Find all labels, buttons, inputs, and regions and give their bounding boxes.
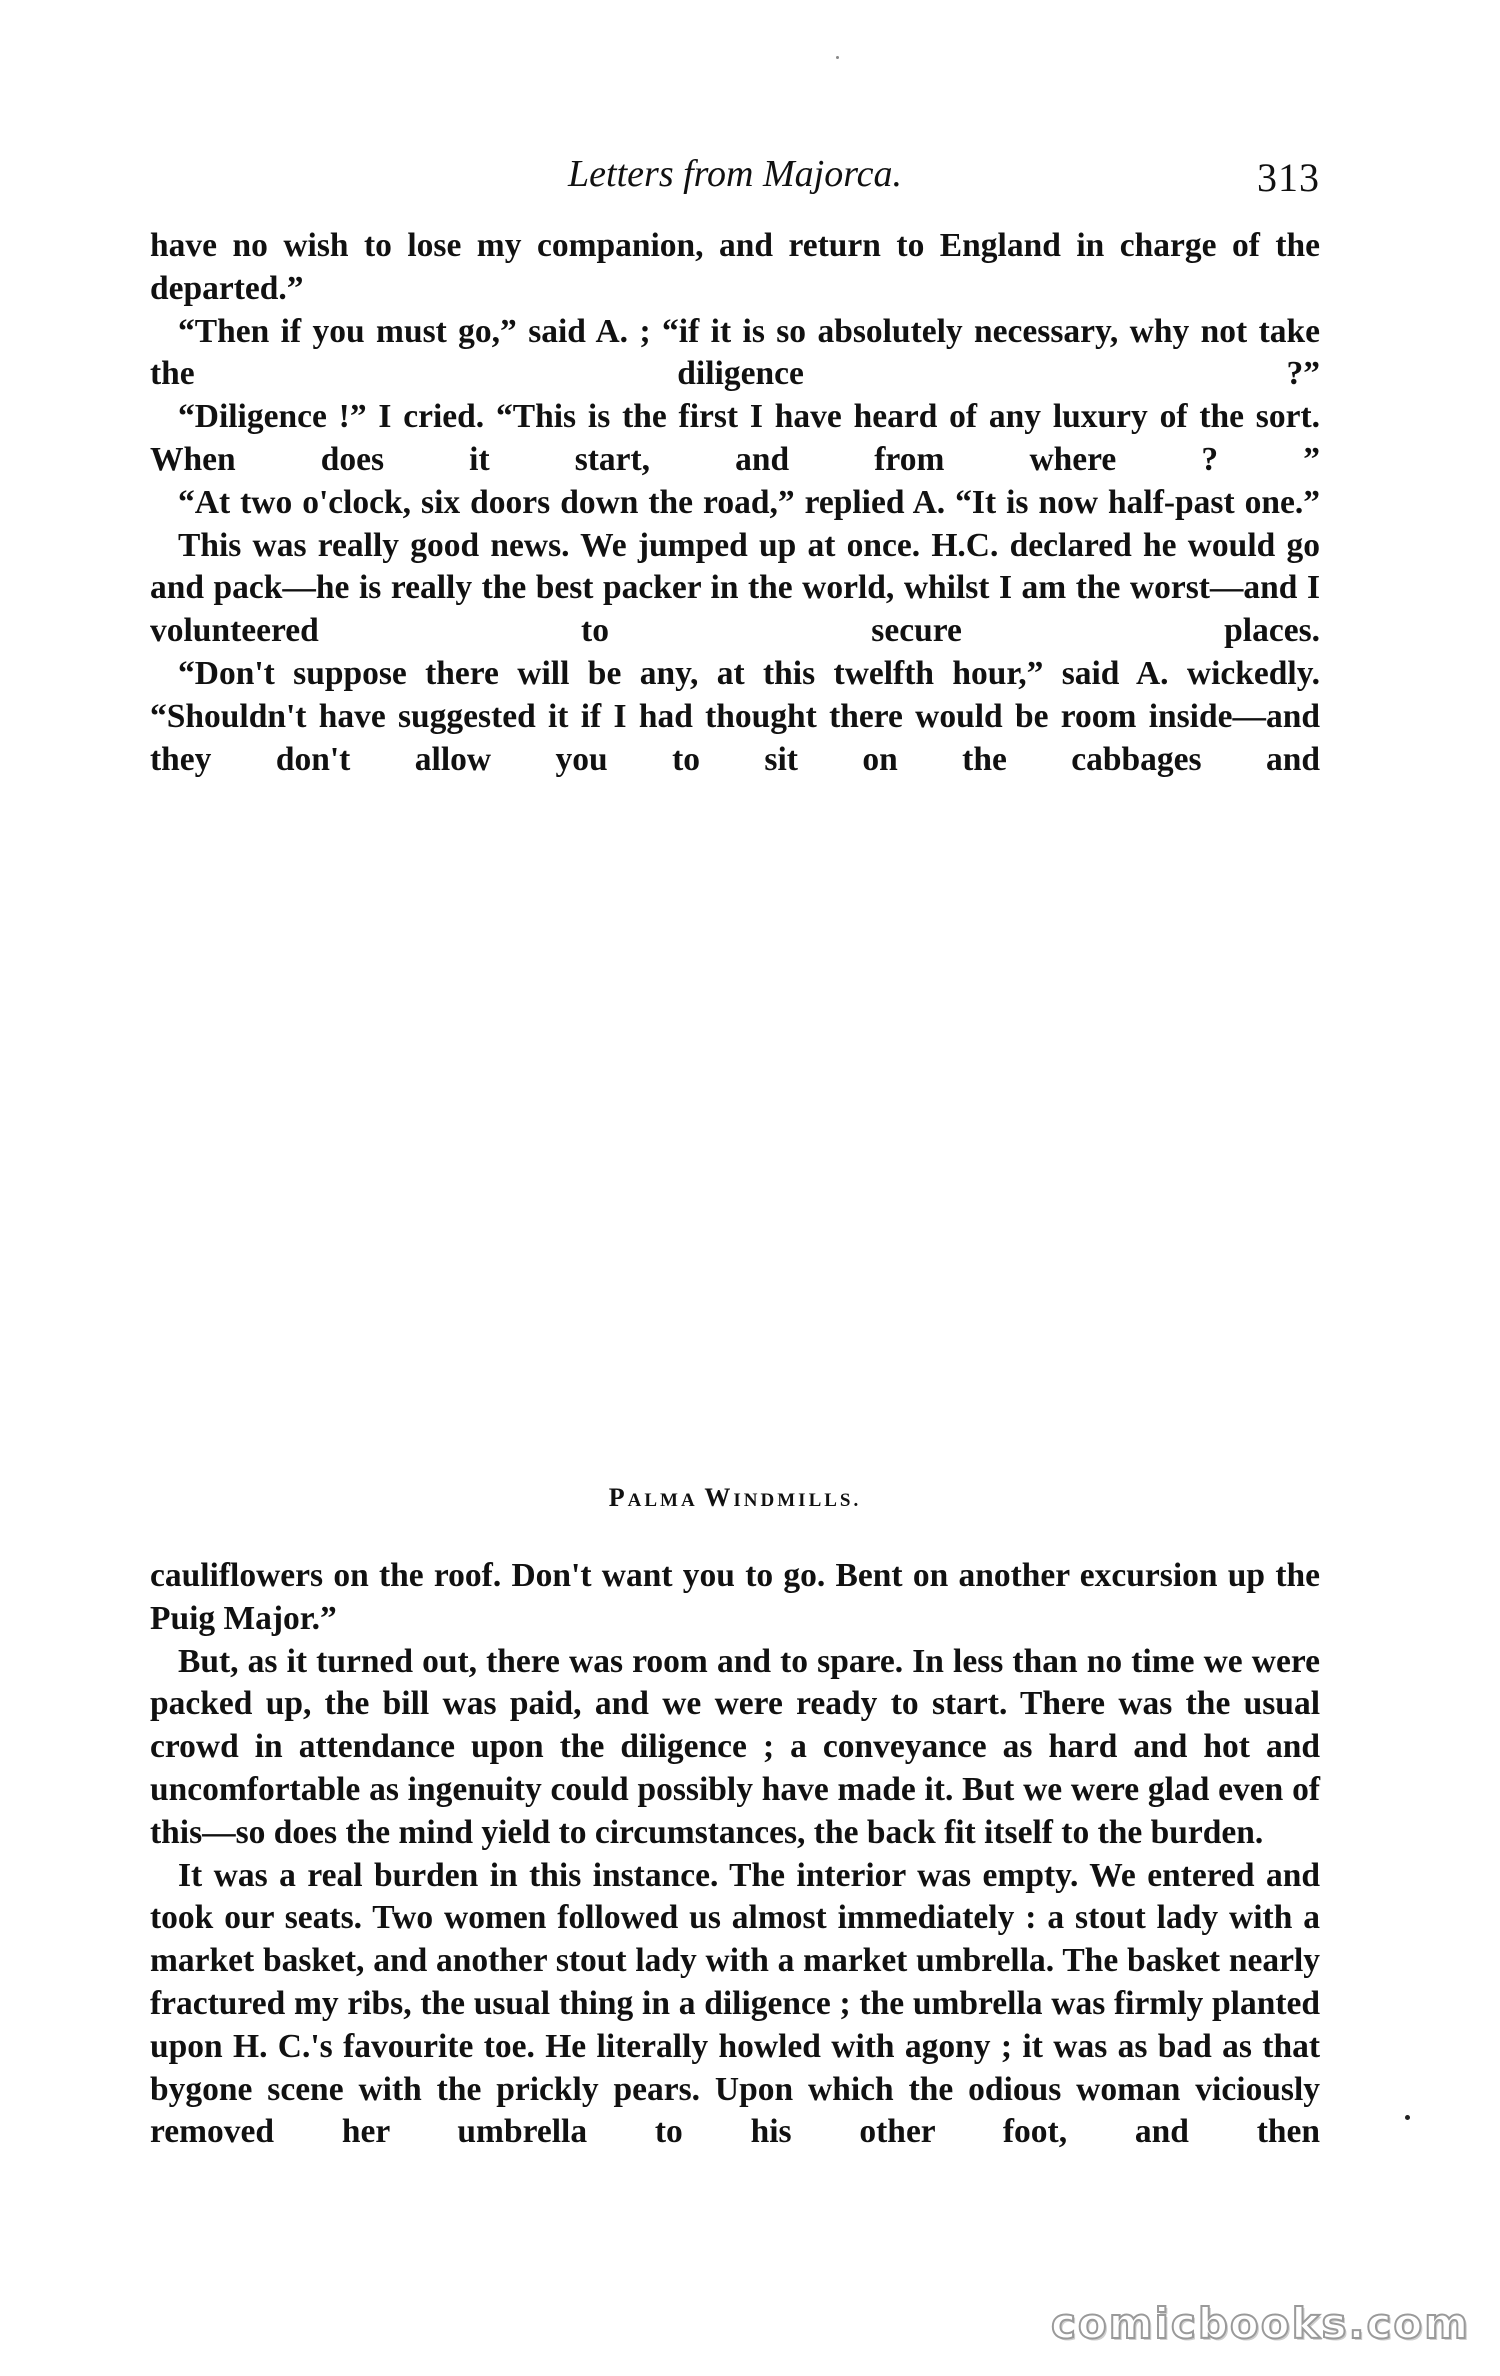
caption-text: ALMA	[627, 1490, 705, 1511]
page-header	[150, 152, 1320, 202]
caption-initial: W	[704, 1483, 734, 1512]
paragraph: This was really good news. We jumped up at once. H.C. declared he would go and pack—he is really the best packer in the world, whilst I am the worst—and I volunteered to secure places.	[150, 526, 1320, 650]
watermark-logo: comicbooks.com	[1051, 2299, 1470, 2348]
top-text-block	[150, 225, 1320, 781]
paragraph: It was a real burden in this instance. The interior was empty. We entered and took our seats. Two women followed us almost immediately : a stout lady with a market basket, and another stout lady with a market umbrella. The basket nearly fractured my ribs, the usual thing in a diligence ; the umbrella was firmly planted upon H. C.'s favourite toe. He literally howled with agony ; it was as bad as that bygone scene with the prickly pears. Upon which the odious woman viciously removed her umbrella to his other foot, and then	[150, 1856, 1320, 2151]
paragraph: have no wish to lose my companion, and return to England in charge of the departed.”	[150, 227, 1320, 307]
bottom-text-block	[150, 1555, 1320, 2154]
paragraph: cauliflowers on the roof. Don't want you to go. Bent on another excursion up the Puig Major.”	[150, 1557, 1320, 1637]
paragraph: “At two o'clock, six doors down the road,” replied A. “It is now half-past one.”	[178, 483, 1320, 521]
print-speck	[1405, 2115, 1410, 2120]
page-number: 313	[1257, 155, 1320, 200]
illustration-area	[150, 830, 1320, 1450]
paragraph: But, as it turned out, there was room and to spare. In less than no time we were packed up, the bill was paid, and we were ready to start. There was the usual crowd in attendance upon the diligence ; a conveyance as hard and hot and uncomfortable as ingenuity could possibly have made it. But we were glad even of this—so does the mind yield to circumstances, the back fit itself to the burden.	[150, 1642, 1320, 1851]
caption-text: INDMILLS.	[733, 1490, 862, 1511]
illustration-caption	[150, 1483, 1320, 1513]
caption-initial: P	[608, 1483, 628, 1512]
running-title: Letters from Majorca.	[568, 153, 902, 195]
print-speck	[836, 56, 839, 59]
paragraph: “Then if you must go,” said A. ; “if it is so absolutely necessary, why not take the diligence ?”	[150, 312, 1320, 393]
paragraph: “Diligence !” I cried. “This is the first I have heard of any luxury of the sort. When does it start, and from where ? ”	[150, 398, 1320, 478]
paragraph: “Don't suppose there will be any, at this twelfth hour,” said A. wickedly. “Shouldn't have suggested it if I had thought there would be room inside—and they don't allow you to sit on the cabbages and	[150, 654, 1320, 778]
